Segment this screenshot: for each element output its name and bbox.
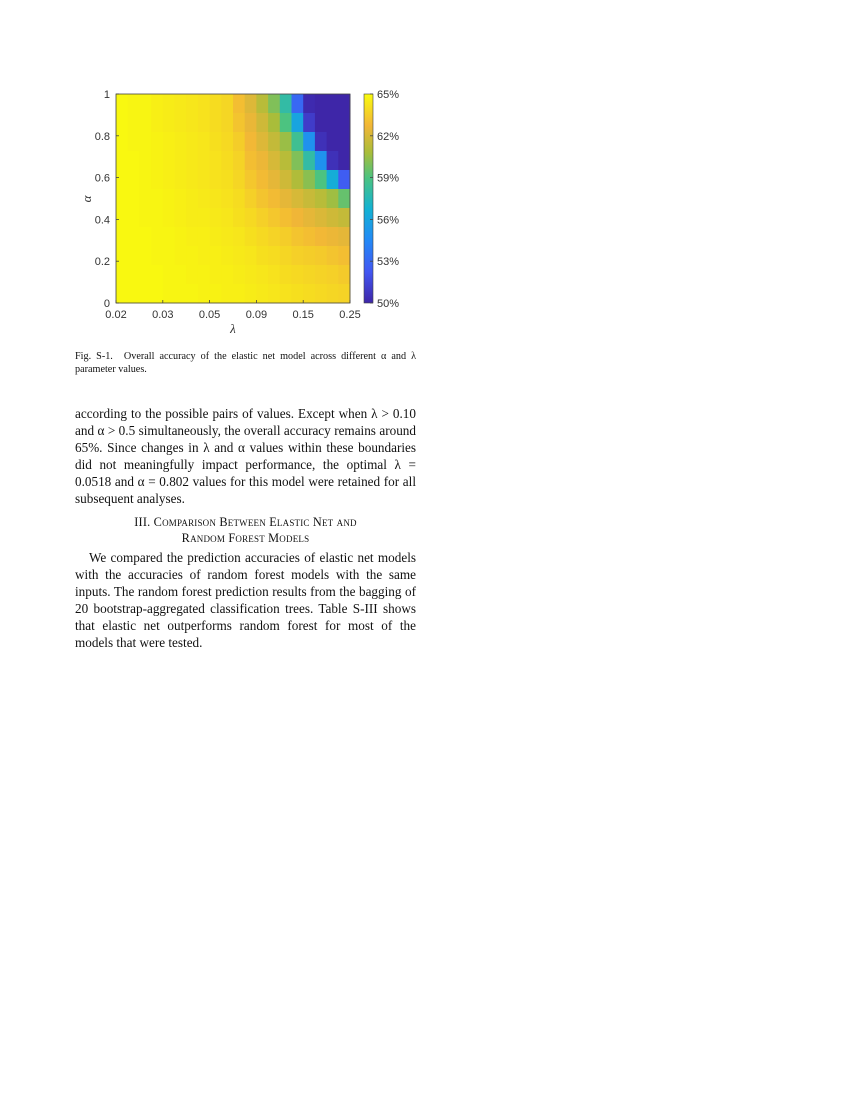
heatmap-cell: [292, 284, 304, 303]
y-axis-ticks: [95, 89, 119, 310]
heatmap-cell: [303, 151, 315, 170]
x-tick-label: 0.25: [339, 309, 361, 321]
heatmap-cell: [268, 246, 280, 265]
heatmap-cell: [256, 170, 268, 189]
heatmap-cell: [280, 227, 292, 246]
heatmap-cell: [233, 151, 245, 170]
heatmap-cell: [116, 113, 128, 132]
heatmap-cell: [151, 113, 163, 132]
heatmap-cell: [338, 113, 350, 132]
heatmap-cell: [139, 94, 151, 113]
body-text: [75, 406, 416, 652]
heatmap-cell: [221, 284, 233, 303]
heatmap-cell: [233, 94, 245, 113]
heatmap-cell: [128, 151, 140, 170]
heatmap-cell: [198, 265, 210, 284]
heatmap-cell: [128, 94, 140, 113]
heatmap-cell: [280, 265, 292, 284]
heatmap-cell: [292, 94, 304, 113]
heatmap-cell: [315, 113, 327, 132]
heatmap-cell: [221, 151, 233, 170]
heatmap-cell: [338, 189, 350, 208]
heatmap-cell: [245, 113, 257, 132]
heatmap-cell: [198, 132, 210, 151]
heatmap-cell: [303, 246, 315, 265]
heatmap-cell: [116, 208, 128, 227]
heatmap-cell: [303, 227, 315, 246]
heatmap-cell: [268, 189, 280, 208]
heatmap-cell: [327, 189, 339, 208]
heatmap-cell: [292, 132, 304, 151]
heatmap-cell: [163, 246, 175, 265]
heatmap-cell: [233, 189, 245, 208]
heatmap-cell: [163, 189, 175, 208]
heatmap-cell: [198, 208, 210, 227]
heatmap-cell: [256, 94, 268, 113]
heatmap-cell: [233, 227, 245, 246]
heatmap-cell: [268, 265, 280, 284]
heatmap-cell: [128, 265, 140, 284]
heatmap-cell: [327, 113, 339, 132]
heatmap-cell: [210, 208, 222, 227]
colorbar: [364, 94, 373, 303]
heatmap-cell: [245, 189, 257, 208]
heatmap-cell: [198, 284, 210, 303]
heatmap-cell: [303, 189, 315, 208]
heatmap-cell: [186, 227, 198, 246]
heatmap-cell: [245, 208, 257, 227]
colorbar-tick-label: 59%: [377, 172, 400, 185]
heatmap-cell: [268, 94, 280, 113]
heatmap-cell: [292, 170, 304, 189]
heatmap-cell: [186, 208, 198, 227]
y-tick-label: 0: [103, 298, 110, 310]
heatmap-cell: [139, 227, 151, 246]
heatmap-cell: [280, 94, 292, 113]
heatmap-cell: [139, 132, 151, 151]
heatmap-cell: [175, 227, 187, 246]
paragraph-comparison: We compared the prediction accuracies of elastic net models with the accuracies of random forest models with the same inputs. The random forest prediction results from the bagging of 20 bootstrap-aggregated classification trees. Table S-III shows that elastic net outperforms random forest for most of the models that were tested.: [75, 550, 416, 650]
heatmap-cell: [221, 94, 233, 113]
heatmap-cell: [210, 151, 222, 170]
heatmap-cell: [139, 284, 151, 303]
heatmap-cell: [128, 132, 140, 151]
heatmap-cell: [280, 113, 292, 132]
heatmap-cell: [198, 170, 210, 189]
heatmap-cell: [245, 151, 257, 170]
heatmap-cell: [256, 151, 268, 170]
heatmap-cell: [303, 132, 315, 151]
heatmap-cell: [186, 151, 198, 170]
heatmap-cell: [151, 170, 163, 189]
heatmap-cell: [245, 132, 257, 151]
heatmap-cell: [116, 170, 128, 189]
heatmap-cell: [175, 113, 187, 132]
heatmap-cell: [268, 284, 280, 303]
heatmap-cell: [233, 246, 245, 265]
heatmap-cell: [139, 208, 151, 227]
heatmap-cell: [280, 132, 292, 151]
heatmap-cell: [116, 246, 128, 265]
colorbar-tick-label: 62%: [377, 130, 400, 143]
heatmap-cell: [315, 132, 327, 151]
heatmap-cell: [280, 151, 292, 170]
heatmap-cell: [139, 265, 151, 284]
heatmap-cell: [221, 227, 233, 246]
heatmap-cell: [303, 170, 315, 189]
heatmap-cell: [233, 113, 245, 132]
heatmap-cell: [151, 132, 163, 151]
heatmap-cell: [210, 113, 222, 132]
heatmap-cell: [280, 284, 292, 303]
y-tick-label: 1: [103, 89, 110, 101]
heatmap-cells: [116, 94, 350, 303]
heatmap-cell: [139, 189, 151, 208]
heatmap-cell: [128, 246, 140, 265]
heatmap-cell: [151, 94, 163, 113]
heatmap-cell: [198, 246, 210, 265]
heatmap-cell: [256, 113, 268, 132]
heatmap-cell: [163, 227, 175, 246]
heatmap-cell: [175, 284, 187, 303]
heatmap-cell: [338, 208, 350, 227]
x-axis-label: λ: [230, 321, 236, 336]
heatmap-cell: [139, 246, 151, 265]
heatmap-cell: [163, 265, 175, 284]
heatmap-cell: [175, 94, 187, 113]
heatmap-cell: [327, 151, 339, 170]
heatmap-cell: [186, 113, 198, 132]
heatmap-cell: [198, 227, 210, 246]
heatmap-cell: [268, 132, 280, 151]
heatmap-cell: [327, 132, 339, 151]
heatmap-cell: [116, 94, 128, 113]
heatmap-cell: [280, 170, 292, 189]
heatmap-cell: [210, 246, 222, 265]
heatmap-cell: [327, 94, 339, 113]
x-tick-label: 0.05: [198, 309, 221, 321]
heatmap-cell: [245, 170, 257, 189]
heatmap-cell: [210, 94, 222, 113]
heatmap-cell: [221, 189, 233, 208]
y-axis-label: α: [79, 195, 94, 203]
heatmap-cell: [256, 132, 268, 151]
heatmap-cell: [292, 208, 304, 227]
heatmap-cell: [315, 284, 327, 303]
colorbar-tick-label: 56%: [377, 214, 400, 227]
heatmap-cell: [116, 132, 128, 151]
heatmap-cell: [327, 284, 339, 303]
heatmap-cell: [303, 113, 315, 132]
heatmap-cell: [116, 284, 128, 303]
heatmap-cell: [315, 170, 327, 189]
heatmap-cell: [186, 246, 198, 265]
heatmap-cell: [175, 246, 187, 265]
colorbar-ticks: [370, 89, 399, 310]
y-tick-label: 0.4: [94, 214, 110, 227]
x-tick-label: 0.09: [245, 309, 268, 321]
heatmap-cell: [128, 113, 140, 132]
heatmap-cell: [245, 94, 257, 113]
heatmap-cell: [116, 265, 128, 284]
heatmap-cell: [327, 227, 339, 246]
heatmap-cell: [175, 132, 187, 151]
heatmap-cell: [198, 189, 210, 208]
heatmap-cell: [139, 113, 151, 132]
heatmap-cell: [256, 265, 268, 284]
heatmap-cell: [292, 265, 304, 284]
paragraph-continuation: according to the possible pairs of values. Except when λ > 0.10 and α > 0.5 simultaneously, the overall accuracy remains around 65%. Since changes in λ and α values within these boundaries did not meaningfully impact performance, the optimal λ = 0.0518 and α = 0.802 values for this model were retained for all subsequent analyses.: [75, 406, 416, 506]
heatmap-cell: [256, 189, 268, 208]
heatmap-cell: [198, 94, 210, 113]
heatmap-cell: [163, 113, 175, 132]
heatmap-cell: [116, 151, 128, 170]
heatmap-cell: [315, 94, 327, 113]
heatmap-cell: [256, 208, 268, 227]
heatmap-cell: [315, 151, 327, 170]
heatmap-cell: [198, 151, 210, 170]
heatmap-cell: [338, 132, 350, 151]
heatmap-cell: [338, 227, 350, 246]
heatmap-cell: [268, 151, 280, 170]
heatmap-cell: [280, 189, 292, 208]
heatmap-cell: [268, 170, 280, 189]
heatmap-cell: [163, 151, 175, 170]
heatmap-cell: [151, 208, 163, 227]
heatmap-cell: [221, 170, 233, 189]
heatmap-cell: [186, 94, 198, 113]
heatmap-cell: [175, 170, 187, 189]
heatmap-cell: [303, 208, 315, 227]
heatmap-cell: [221, 208, 233, 227]
heatmap-cell: [315, 265, 327, 284]
heatmap-cell: [186, 132, 198, 151]
section-heading-line2: Random Forest Models: [181, 530, 310, 545]
heatmap-cell: [338, 246, 350, 265]
heatmap-cell: [338, 284, 350, 303]
heatmap-cell: [128, 170, 140, 189]
heatmap-cell: [233, 170, 245, 189]
heatmap-cell: [221, 265, 233, 284]
heatmap-cell: [116, 227, 128, 246]
colorbar-tick-label: 53%: [377, 256, 400, 269]
colorbar-tick-label: 50%: [377, 298, 400, 310]
colorbar-tick-label: 65%: [377, 89, 400, 101]
heatmap-cell: [139, 170, 151, 189]
heatmap-cell: [233, 208, 245, 227]
heatmap-cell: [221, 132, 233, 151]
heatmap-cell: [128, 208, 140, 227]
y-tick-label: 0.6: [94, 172, 110, 185]
heatmap-cell: [163, 170, 175, 189]
x-tick-label: 0.15: [292, 309, 314, 321]
heatmap-cell: [210, 265, 222, 284]
heatmap-cell: [268, 113, 280, 132]
heatmap-cell: [338, 265, 350, 284]
heatmap-cell: [292, 151, 304, 170]
heatmap-cell: [327, 246, 339, 265]
heatmap-cell: [256, 284, 268, 303]
figure-caption: [75, 350, 416, 376]
heatmap-cell: [163, 208, 175, 227]
heatmap-cell: [198, 113, 210, 132]
heatmap-cell: [315, 246, 327, 265]
heatmap-cell: [338, 94, 350, 113]
heatmap-cell: [338, 170, 350, 189]
heatmap-cell: [210, 189, 222, 208]
heatmap-cell: [175, 208, 187, 227]
y-tick-label: 0.8: [94, 130, 110, 143]
heatmap-cell: [151, 189, 163, 208]
heatmap-cell: [303, 284, 315, 303]
heatmap-cell: [175, 151, 187, 170]
heatmap-cell: [233, 265, 245, 284]
heatmap-cell: [315, 189, 327, 208]
heatmap-cell: [315, 208, 327, 227]
heatmap-cell: [292, 227, 304, 246]
heatmap-cell: [268, 208, 280, 227]
heatmap-cell: [151, 151, 163, 170]
heatmap-cell: [292, 246, 304, 265]
heatmap-cell: [186, 170, 198, 189]
heatmap-cell: [116, 189, 128, 208]
heatmap-cell: [151, 246, 163, 265]
heatmap-cell: [256, 246, 268, 265]
heatmap-cell: [245, 265, 257, 284]
heatmap-cell: [151, 265, 163, 284]
heatmap-cell: [175, 189, 187, 208]
heatmap-cell: [163, 284, 175, 303]
heatmap-cell: [327, 208, 339, 227]
section-heading-line1: III. Comparison Between Elastic Net and: [134, 515, 357, 530]
heatmap-cell: [338, 151, 350, 170]
heatmap-cell: [175, 265, 187, 284]
heatmap-cell: [303, 265, 315, 284]
heatmap-cell: [292, 113, 304, 132]
heatmap-cell: [268, 227, 280, 246]
heatmap-cell: [210, 227, 222, 246]
x-tick-label: 0.02: [105, 309, 127, 321]
heatmap-figure: [0, 0, 850, 345]
heatmap-cell: [210, 132, 222, 151]
heatmap-cell: [327, 265, 339, 284]
heatmap-cell: [151, 227, 163, 246]
caption-label: Fig. S-1.: [75, 351, 113, 362]
heatmap-cell: [280, 246, 292, 265]
heatmap-cell: [292, 189, 304, 208]
heatmap-cell: [280, 208, 292, 227]
heatmap-cell: [210, 170, 222, 189]
caption-text: Overall accuracy of the elastic net model across different α and λ parameter values.: [75, 351, 417, 375]
heatmap-cell: [303, 94, 315, 113]
section-heading: [75, 515, 416, 546]
heatmap-cell: [221, 113, 233, 132]
heatmap-cell: [210, 284, 222, 303]
x-tick-label: 0.03: [152, 309, 174, 321]
heatmap-cell: [233, 132, 245, 151]
heatmap-cell: [245, 284, 257, 303]
heatmap-cell: [139, 151, 151, 170]
heatmap-cell: [233, 284, 245, 303]
heatmap-cell: [186, 265, 198, 284]
heatmap-cell: [256, 227, 268, 246]
heatmap-cell: [245, 246, 257, 265]
heatmap-cell: [186, 284, 198, 303]
heatmap-cell: [221, 246, 233, 265]
heatmap-cell: [245, 227, 257, 246]
y-tick-label: 0.2: [94, 256, 110, 269]
heatmap-cell: [128, 227, 140, 246]
heatmap-cell: [128, 284, 140, 303]
heatmap-cell: [163, 94, 175, 113]
heatmap-cell: [186, 189, 198, 208]
heatmap-cell: [315, 227, 327, 246]
heatmap-cell: [163, 132, 175, 151]
heatmap-cell: [151, 284, 163, 303]
heatmap-cell: [128, 189, 140, 208]
heatmap-cell: [327, 170, 339, 189]
